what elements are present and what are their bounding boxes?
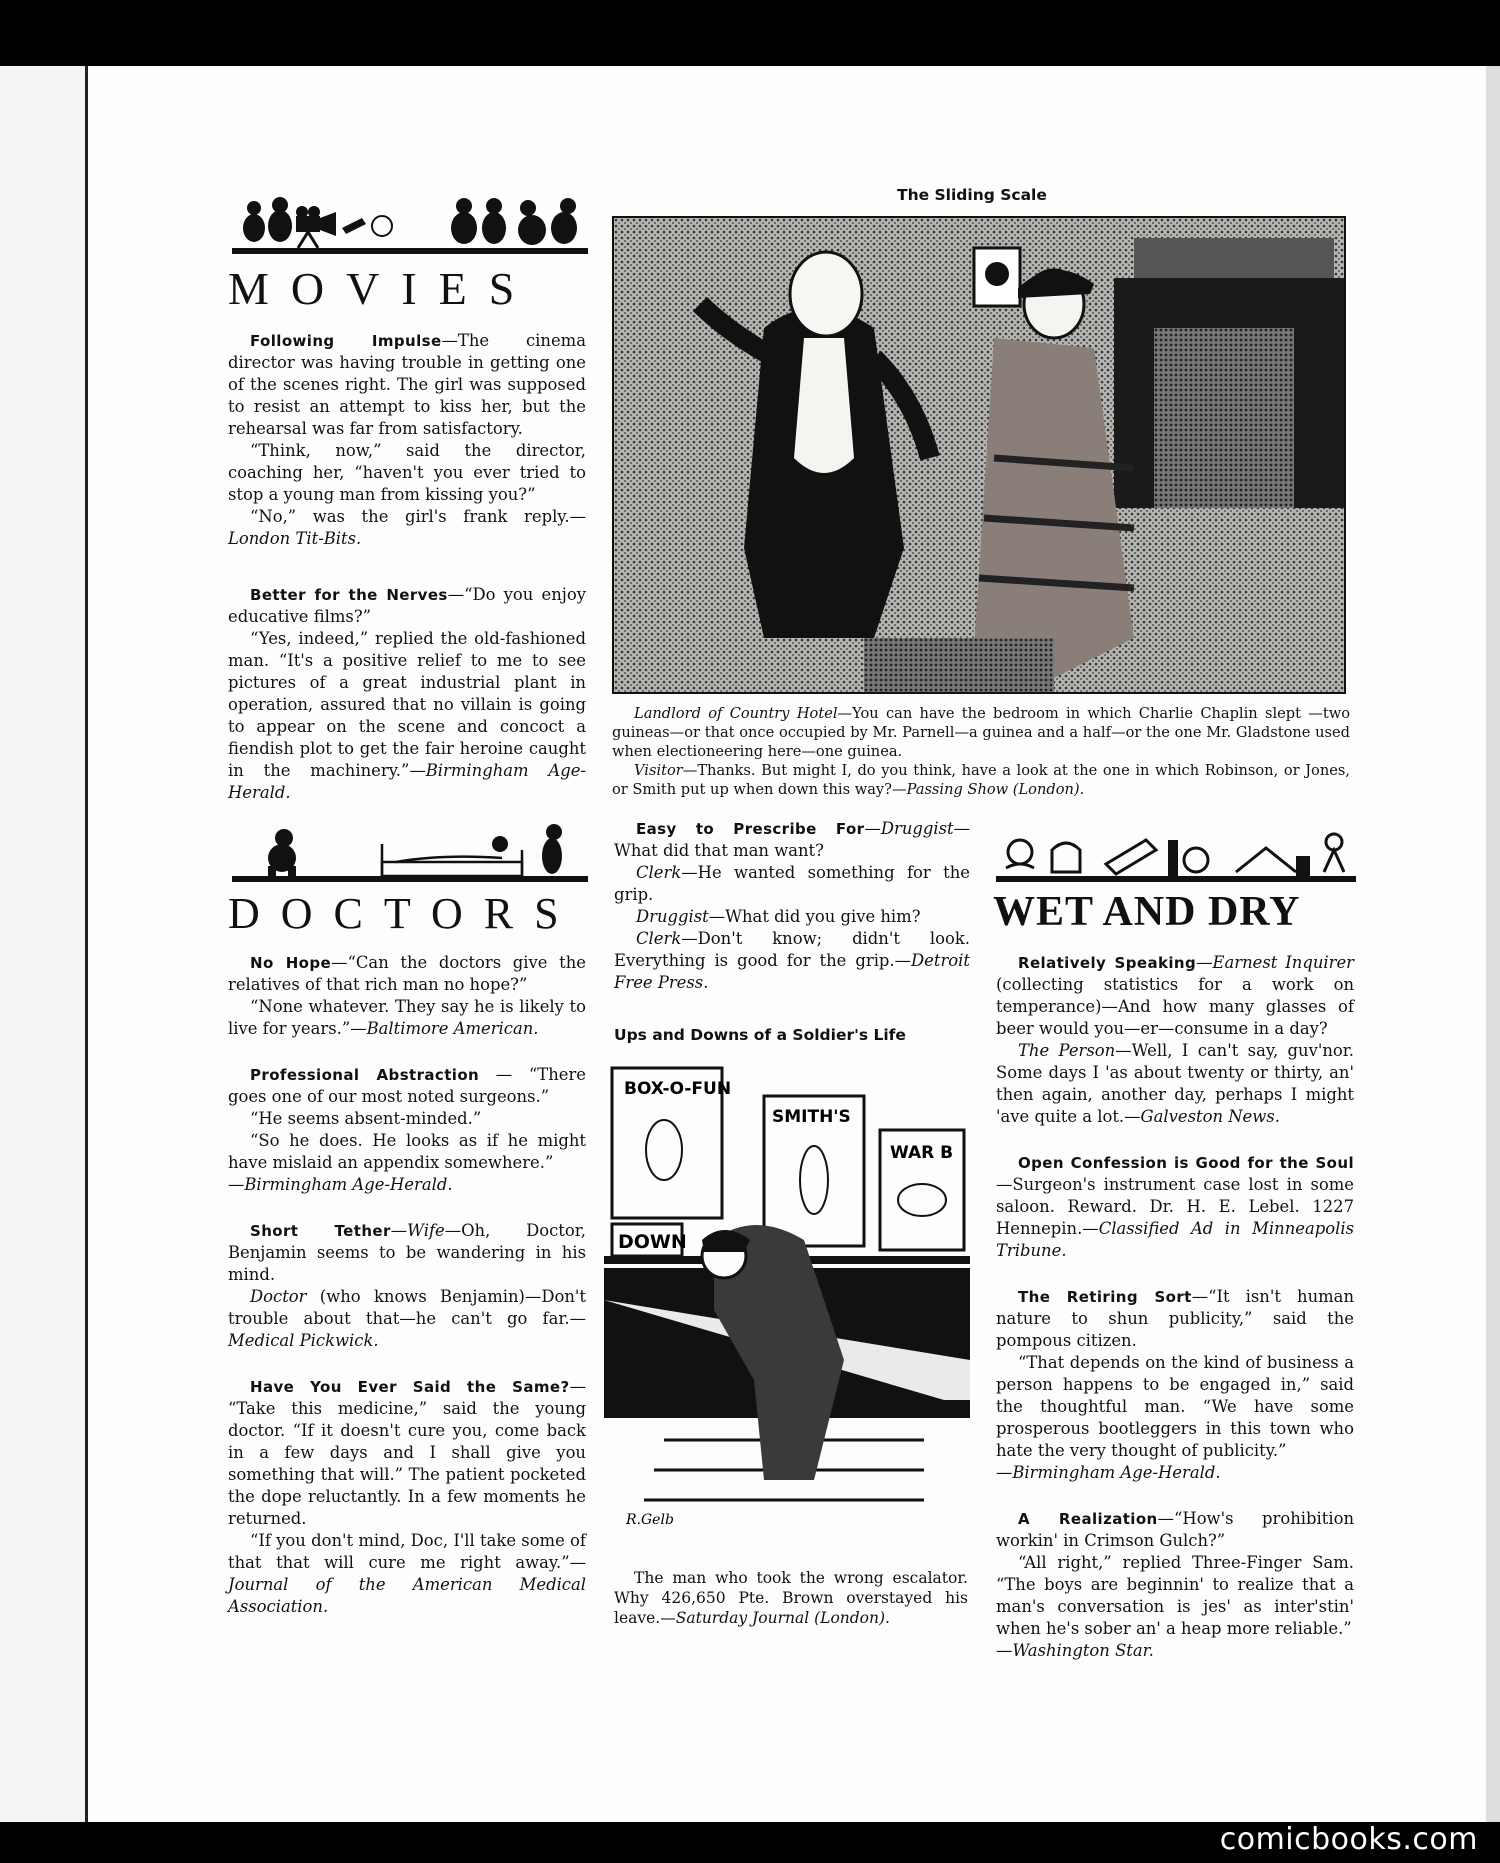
movies-title: MOVIES [228, 263, 537, 314]
item-text: — “There goes one of our most noted surgeons.” [228, 1065, 586, 1106]
item-head: No Hope [250, 954, 332, 972]
item-text: —Well, I can't say, guv'nor. Some days I 'as about twenty or thirty, an' then again, another day, perhaps I might 'ave quite a lot.— [996, 1041, 1354, 1126]
sliding-scale-caption [612, 704, 1350, 799]
movies-item-1 [228, 330, 586, 550]
item-text: “That depends on the kind of business a person happens to be engaged in,” said the thoughtful man. “We have some prosperous bootleggers in this town who hate the very thought of publicity.” [996, 1353, 1354, 1460]
item-head: Short Tether [250, 1222, 391, 1240]
item-text: “If you don't mind, Doc, I'll take some of that that will cure me right away.”— [228, 1531, 586, 1572]
wetdry-item-2 [996, 1152, 1354, 1262]
item-text: — What did that man want? [614, 819, 970, 860]
item-source: Baltimore American. [366, 1019, 539, 1038]
item-text: “None whatever. They say he is likely to live for years.”— [228, 997, 586, 1038]
caption-text: —You can have the bedroom in which Charlie Chaplin slept —two guineas—or that once occupied by Mr. Parnell—a guinea and a half—or the one Mr. Gladstone used when electioneering here—one guinea. [612, 705, 1350, 760]
item-source: —Birmingham Age-Herald. [996, 1463, 1221, 1482]
item-speaker: Doctor [250, 1287, 307, 1306]
sliding-scale-cartoon [612, 216, 1346, 694]
movies-banner-illustration [232, 192, 588, 258]
doctors-item-3 [228, 1220, 586, 1352]
item-text: — [1196, 953, 1213, 972]
wet-and-dry-title: WET AND DRY [993, 889, 1301, 935]
item-text: “He seems absent-minded.” [250, 1109, 482, 1128]
site-watermark: comicbooks.com [1219, 1822, 1478, 1857]
item-source: —Washington Star. [996, 1641, 1154, 1660]
item-head: A Realization [1018, 1510, 1158, 1528]
doctors-banner-illustration [232, 820, 588, 886]
item-text: (collecting statistics for a work on temperance)—And how many glasses of beer would you—er—consume in a day? [996, 975, 1354, 1038]
item-text: —“Do you enjoy educative films?” [228, 585, 586, 626]
item-speaker: Clerk [636, 863, 682, 882]
item-head: Better for the Nerves [250, 586, 448, 604]
wet-and-dry-column [996, 952, 1354, 1686]
movies-item-2 [228, 584, 586, 804]
item-text: “All right,” replied Three-Finger Sam. “The boys are beginnin' to realize that a man's conversation is jes' as inter'stin' when he's sober an' a heap more reliable.” [996, 1553, 1354, 1638]
item-text: —Surgeon's instrument case lost in some saloon. Reward. Dr. H. E. Lebel. 1227 Hennepin.— [996, 1175, 1354, 1238]
page-edge [1486, 66, 1500, 1822]
item-head: Following Impulse [250, 332, 442, 350]
item-text: — [390, 1221, 408, 1240]
poster-text-1: BOX-O-FUN [624, 1079, 732, 1099]
item-head: The Retiring Sort [1018, 1288, 1192, 1306]
prescribe-column: Easy to Prescribe For—Druggist— What did that man want? Clerk—He wanted something for the grip. Druggist—What did you give him? Clerk—Don't know; didn't look. Everything is good for the grip.—Detroit Free Press. [614, 819, 970, 992]
item-speaker: Earnest Inquirer [1212, 953, 1354, 972]
item-head: Open Confession is Good for the Soul [1018, 1154, 1354, 1172]
item-text: (who knows Benjamin)—Don't trouble about that—he can't go far.— [228, 1287, 586, 1328]
item-source: Classified Ad in Minneapolis Tribune. [996, 1219, 1354, 1260]
down-sign-text: DOWN [618, 1231, 687, 1253]
item-source: Journal of the American Medical Association. [228, 1575, 586, 1616]
soldier-cartoon-title: Ups and Downs of a Soldier's Life [614, 1026, 906, 1044]
soldier-caption [614, 1568, 968, 1628]
artist-signature: R.Gelb [626, 1512, 674, 1528]
sliding-scale-title: The Sliding Scale [897, 186, 1047, 204]
item-text: —What did you give him? [708, 907, 921, 926]
item-text: —The cinema director was having trouble in getting one of the scenes right. The girl was supposed to resist an attempt to kiss her, but the rehearsal was far from satisfactory. [228, 331, 586, 438]
doctors-column [228, 952, 586, 1642]
soldier-cartoon [604, 1060, 970, 1550]
wetdry-item-4 [996, 1508, 1354, 1662]
caption-source: Passing Show (London). [906, 781, 1085, 798]
item-source: London Tit-Bits. [228, 529, 362, 548]
item-text: —“How's prohibition workin' in Crimson Gulch?” [996, 1509, 1354, 1550]
item-speaker: Druggist [880, 819, 954, 838]
item-text: “So he does. He looks as if he might have mislaid an appendix somewhere.” [228, 1131, 586, 1172]
doctors-item-4 [228, 1376, 586, 1618]
item-head: Easy to Prescribe For [636, 820, 865, 838]
item-head: Relatively Speaking [1018, 954, 1197, 972]
item-text: “No,” was the girl's frank reply.— [250, 507, 586, 526]
item-head: Professional Abstraction [250, 1066, 480, 1084]
caption-source: Saturday Journal (London). [675, 1609, 890, 1627]
item-text: —He wanted something for the grip. [614, 863, 970, 904]
item-source: Medical Pickwick. [228, 1331, 379, 1350]
caption-text: The man who took the wrong escalator. Why 426,650 Pte. Brown overstayed his leave.— [614, 1569, 968, 1627]
caption-speaker: Landlord of Country Hotel [634, 705, 838, 722]
item-speaker: Druggist [636, 907, 709, 926]
movies-column [228, 330, 586, 828]
wetdry-item-1 [996, 952, 1354, 1128]
item-text: —Don't know; didn't look. Everything is good for the grip.— [614, 929, 970, 970]
item-text: —“Can the doctors give the relatives of that rich man no hope?” [228, 953, 586, 994]
item-text: —Oh, Doctor, Benjamin seems to be wandering in his mind. [228, 1221, 586, 1284]
item-source: Detroit Free Press. [614, 951, 970, 992]
poster-text-3: WAR B [890, 1143, 954, 1163]
item-source: Galveston News. [1140, 1107, 1280, 1126]
item-text: —“It isn't human nature to shun publicity,” said the pompous citizen. [996, 1287, 1354, 1350]
caption-text: —Thanks. But might I, do you think, have a look at the one in which Robinson, or Jones, or Smith put up when down this way?— [612, 762, 1350, 798]
item-text: “Yes, indeed,” replied the old-fashioned man. “It's a positive relief to me to see pictures of a great industrial plant in operation, assured that no villain is going to appear on the scene and concoct a fiendish plot to get the fair heroine caught in the machinery.”— [228, 629, 586, 780]
item-source: —Birmingham Age-Herald. [228, 1175, 453, 1194]
caption-speaker: Visitor [634, 762, 683, 779]
item-source: Birmingham Age-Herald. [228, 761, 586, 802]
doctors-item-2 [228, 1064, 586, 1196]
wet-and-dry-banner-illustration [996, 820, 1356, 886]
wetdry-item-3 [996, 1286, 1354, 1484]
item-speaker: Wife [407, 1221, 445, 1240]
item-head: Have You Ever Said the Same? [250, 1378, 570, 1396]
item-text: — “Take this medicine,” said the young doctor. “If it doesn't cure you, come back in a few days and I shall give you something that will.” The patient pocketed the dope reluctantly. In a few moments he returned. [228, 1377, 586, 1528]
poster-text-2: SMITH'S [772, 1107, 851, 1127]
doctors-item-1 [228, 952, 586, 1040]
item-speaker: The Person [1018, 1041, 1116, 1060]
item-text: “Think, now,” said the director, coaching her, “haven't you ever tried to stop a young man from kissing you?” [228, 441, 586, 504]
item-speaker: Clerk [636, 929, 682, 948]
doctors-title: DOCTORS [228, 889, 580, 938]
book-spine [0, 66, 88, 1822]
